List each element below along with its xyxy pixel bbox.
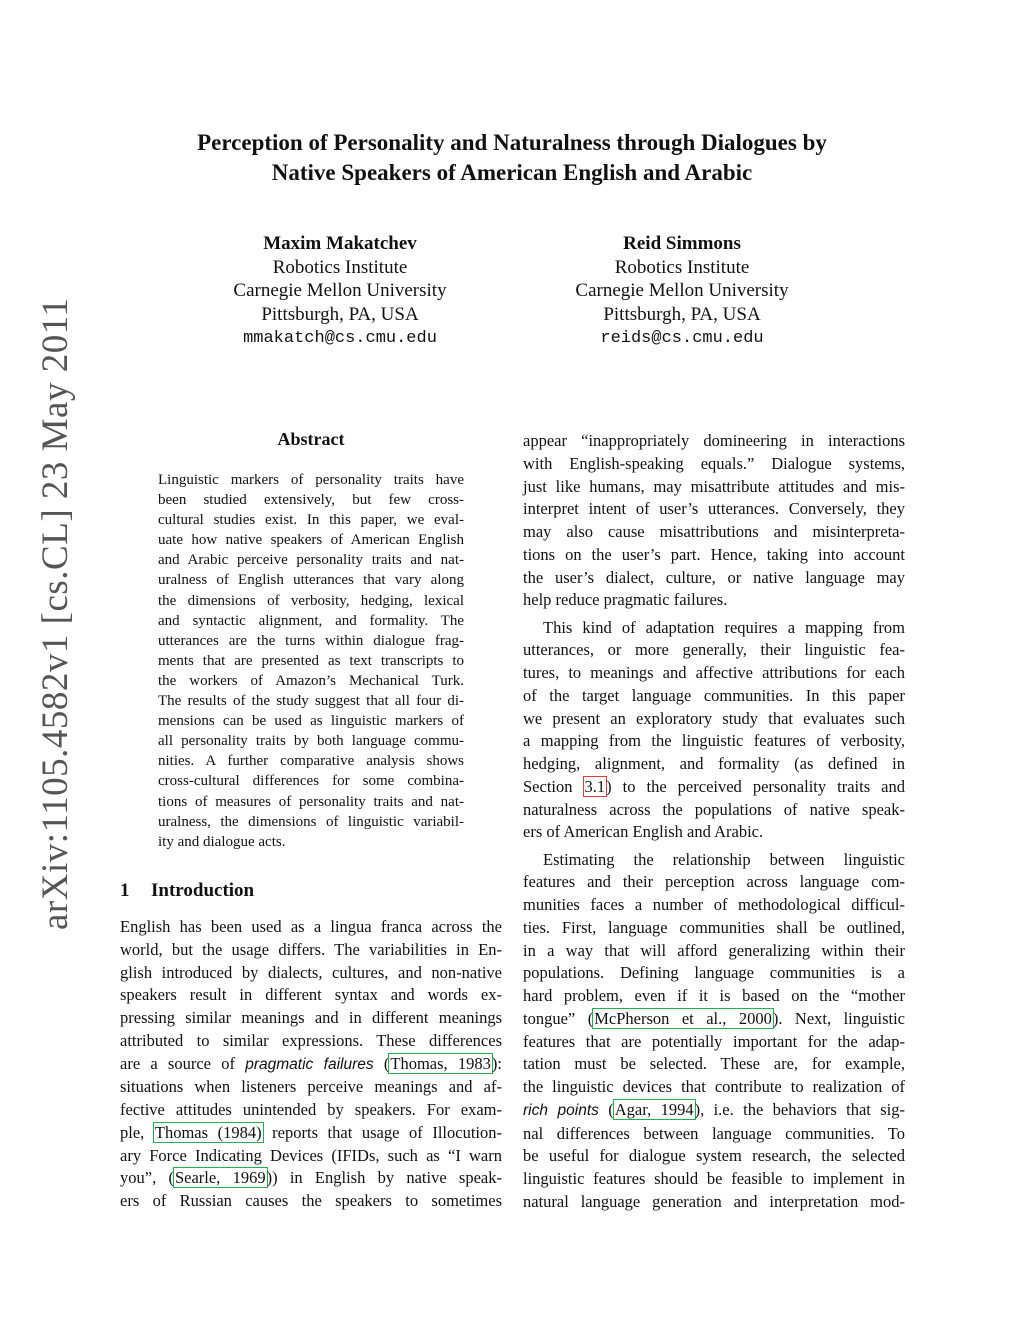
text-run: ), i.e. the behaviors that sig- — [694, 1099, 906, 1119]
author-block-1 — [170, 232, 510, 351]
section-heading-introduction — [120, 880, 254, 902]
text-line: This kind of adaptation requires a mapping from — [543, 617, 905, 637]
text-line: may also cause misattributions and misinterpreta- — [523, 522, 905, 541]
text-line: speakers result in different syntax and words ex- — [120, 985, 502, 1005]
text-line: tation must be selected. These are, for example, — [523, 1054, 905, 1074]
text-run: ): — [491, 1053, 502, 1073]
term-pragmatic-failures: pragmatic failures — [245, 1055, 374, 1073]
author-name: Reid Simmons — [623, 233, 741, 254]
text-line: ers of Russian causes the speakers to sometimes — [120, 1191, 502, 1210]
abstract-line: ments that are presented as text transcripts to — [158, 652, 464, 669]
text-line: of the target language communities. In this paper — [523, 685, 905, 705]
abstract-line: nities. A further comparative analysis shows — [158, 753, 464, 770]
abstract-line: tions of measures of personality traits and nat- — [158, 793, 464, 810]
author-email: reids@cs.cmu.edu — [600, 329, 764, 348]
abstract-line: and syntactic alignment, and formality. The — [158, 612, 464, 629]
text-run: Section — [523, 776, 584, 796]
author-university: Carnegie Mellon University — [233, 280, 447, 301]
text-line: utterances, or more generally, their linguistic fea- — [523, 640, 905, 660]
text-line — [120, 1122, 502, 1145]
abstract-line: been studied extensively, but few cross- — [158, 492, 464, 509]
section-number: 1 — [120, 880, 130, 901]
text-line: hedging, alignment, and formality (as defined in — [523, 754, 905, 773]
text-line: interpret intent of user’s utterances. Conversely, they — [523, 499, 905, 519]
citation-mcpherson-2000[interactable]: McPherson et al., 2000 — [594, 1008, 772, 1028]
text-line: the linguistic devices that contribute to realization of — [523, 1077, 905, 1096]
text-line — [523, 1099, 905, 1123]
text-run: ) to the perceived personality traits and — [606, 776, 905, 796]
text-line: just like humans, may misattribute attitudes and mis- — [523, 476, 905, 496]
text-line: pressing similar meanings and in different meanings — [120, 1008, 502, 1027]
text-line: a mapping from the linguistic features of verbosity, — [523, 731, 905, 751]
abstract-line: ity and dialogue acts. — [158, 833, 286, 850]
text-line: tions on the user’s part. Hence, taking into account — [523, 544, 905, 564]
text-run: ( — [373, 1053, 390, 1073]
text-line: ties. First, language communities shall be outlined, — [523, 917, 905, 937]
text-line: features that are potentially important for the adap- — [523, 1031, 905, 1051]
author-affiliation: Robotics Institute — [272, 256, 408, 278]
text-line: populations. Defining language communities is a — [523, 963, 905, 983]
text-line — [120, 1167, 502, 1190]
author-affiliation: Robotics Institute — [614, 256, 750, 278]
text-run: reports that usage of Illocution- — [262, 1122, 502, 1142]
abstract-line: all personality traits by both language commu- — [158, 733, 464, 750]
citation-thomas-1984[interactable]: Thomas (1984) — [154, 1122, 262, 1142]
text-line: munities faces a number of methodological difficul- — [523, 895, 905, 914]
text-line: we present an exploratory study that evaluates such — [523, 708, 905, 728]
left-column-text — [120, 916, 502, 1213]
paper-title — [120, 128, 904, 188]
abstract-line: uralness of English utterances that vary along — [158, 572, 464, 589]
text-line: features and their perception across language com- — [523, 872, 905, 892]
text-line: help reduce pragmatic failures. — [523, 590, 728, 610]
text-line: ers of American English and Arabic. — [523, 822, 764, 842]
abstract-body — [158, 470, 464, 852]
text-line: with English-speaking equals.” Dialogue systems, — [523, 453, 905, 473]
title-line: Perception of Personality and Naturalness through Dialogues by — [197, 130, 827, 155]
text-line: glish introduced by dialects, cultures, and non-native — [120, 962, 502, 982]
citation-thomas-1983[interactable]: Thomas, 1983 — [390, 1053, 491, 1073]
text-line: be useful for dialogue system research, the selected — [523, 1146, 905, 1166]
text-line: Estimating the relationship between linguistic — [543, 849, 905, 869]
text-line: attributed to similar expressions. These differences — [120, 1030, 502, 1050]
author-location: Pittsburgh, PA, USA — [603, 303, 761, 325]
author-name: Maxim Makatchev — [263, 233, 417, 254]
text-line: natural language generation and interpretation mod- — [523, 1191, 905, 1211]
abstract-line: and Arabic perceive personality traits and nat- — [158, 552, 464, 569]
text-run: are a source of — [120, 1053, 246, 1073]
text-line: the user’s dialect, culture, or native language may — [523, 567, 905, 587]
text-run: ple, — [120, 1122, 154, 1142]
citation-agar-1994[interactable]: Agar, 1994 — [614, 1099, 694, 1119]
text-line: hard problem, even if it is based on the “mother — [523, 986, 905, 1005]
abstract-line: uate how native speakers of American English — [158, 532, 464, 549]
text-line: English has been used as a lingua franca across the — [120, 917, 502, 936]
section-reference-3-1[interactable]: 3.1 — [584, 776, 606, 796]
text-line: tures, to meanings and affective attributions for each — [523, 663, 905, 682]
abstract-line: mensions can be used as linguistic markers of — [158, 713, 464, 730]
author-block-2 — [512, 232, 852, 351]
abstract-line: cultural studies exist. In this paper, we eval- — [158, 512, 464, 529]
text-line: in a way that will afford generalizing within their — [523, 940, 905, 960]
text-line — [120, 1053, 502, 1077]
text-line: linguistic features should be feasible to implement in — [523, 1169, 905, 1188]
abstract-line: cross-cultural differences for some combina- — [158, 773, 464, 790]
text-line: ary Force Indicating Devices (IFIDs, such as “I warn — [120, 1145, 502, 1165]
text-run: ). Next, linguistic — [772, 1008, 905, 1028]
abstract-line: uralness, the dimensions of linguistic variabil- — [158, 813, 464, 830]
text-run: tongue” ( — [523, 1008, 594, 1028]
abstract-line: the workers of Amazon’s Mechanical Turk. — [158, 672, 464, 689]
text-run: )) in English by native speak- — [266, 1168, 502, 1188]
abstract-line: The results of the study suggest that all four di- — [158, 693, 464, 710]
text-line: nal differences between language communities. To — [523, 1123, 905, 1143]
text-line — [523, 1008, 905, 1031]
title-line: Native Speakers of American English and Arabic — [271, 160, 753, 185]
abstract-line: utterances are the turns within dialogue frag- — [158, 632, 464, 649]
abstract-line: the dimensions of verbosity, hedging, lexical — [158, 592, 464, 609]
term-rich-points: rich points — [523, 1101, 599, 1119]
text-line: appear “inappropriately domineering in interactions — [523, 431, 905, 450]
abstract-line: Linguistic markers of personality traits have — [158, 472, 464, 488]
author-email: mmakatch@cs.cmu.edu — [243, 329, 437, 348]
section-title: Introduction — [151, 880, 255, 901]
right-column-text — [523, 430, 905, 1214]
author-university: Carnegie Mellon University — [575, 280, 789, 301]
text-line: naturalness across the populations of native speak- — [523, 799, 905, 819]
text-line: world, but the usage differs. The variabilities in En- — [120, 939, 502, 959]
text-run: you”, ( — [120, 1168, 174, 1188]
text-line: fective attitudes unintended by speakers. For exam- — [120, 1100, 502, 1119]
text-line: situations when listeners perceive meanings and af- — [120, 1077, 502, 1097]
text-run: ( — [598, 1099, 614, 1119]
arxiv-identifier: arXiv:1105.4582v1 [cs.CL] 23 May 2011 — [35, 297, 76, 930]
author-location: Pittsburgh, PA, USA — [261, 303, 419, 325]
text-line — [523, 776, 905, 799]
citation-searle-1969[interactable]: Searle, 1969 — [174, 1168, 266, 1188]
abstract-heading: Abstract — [277, 429, 345, 449]
